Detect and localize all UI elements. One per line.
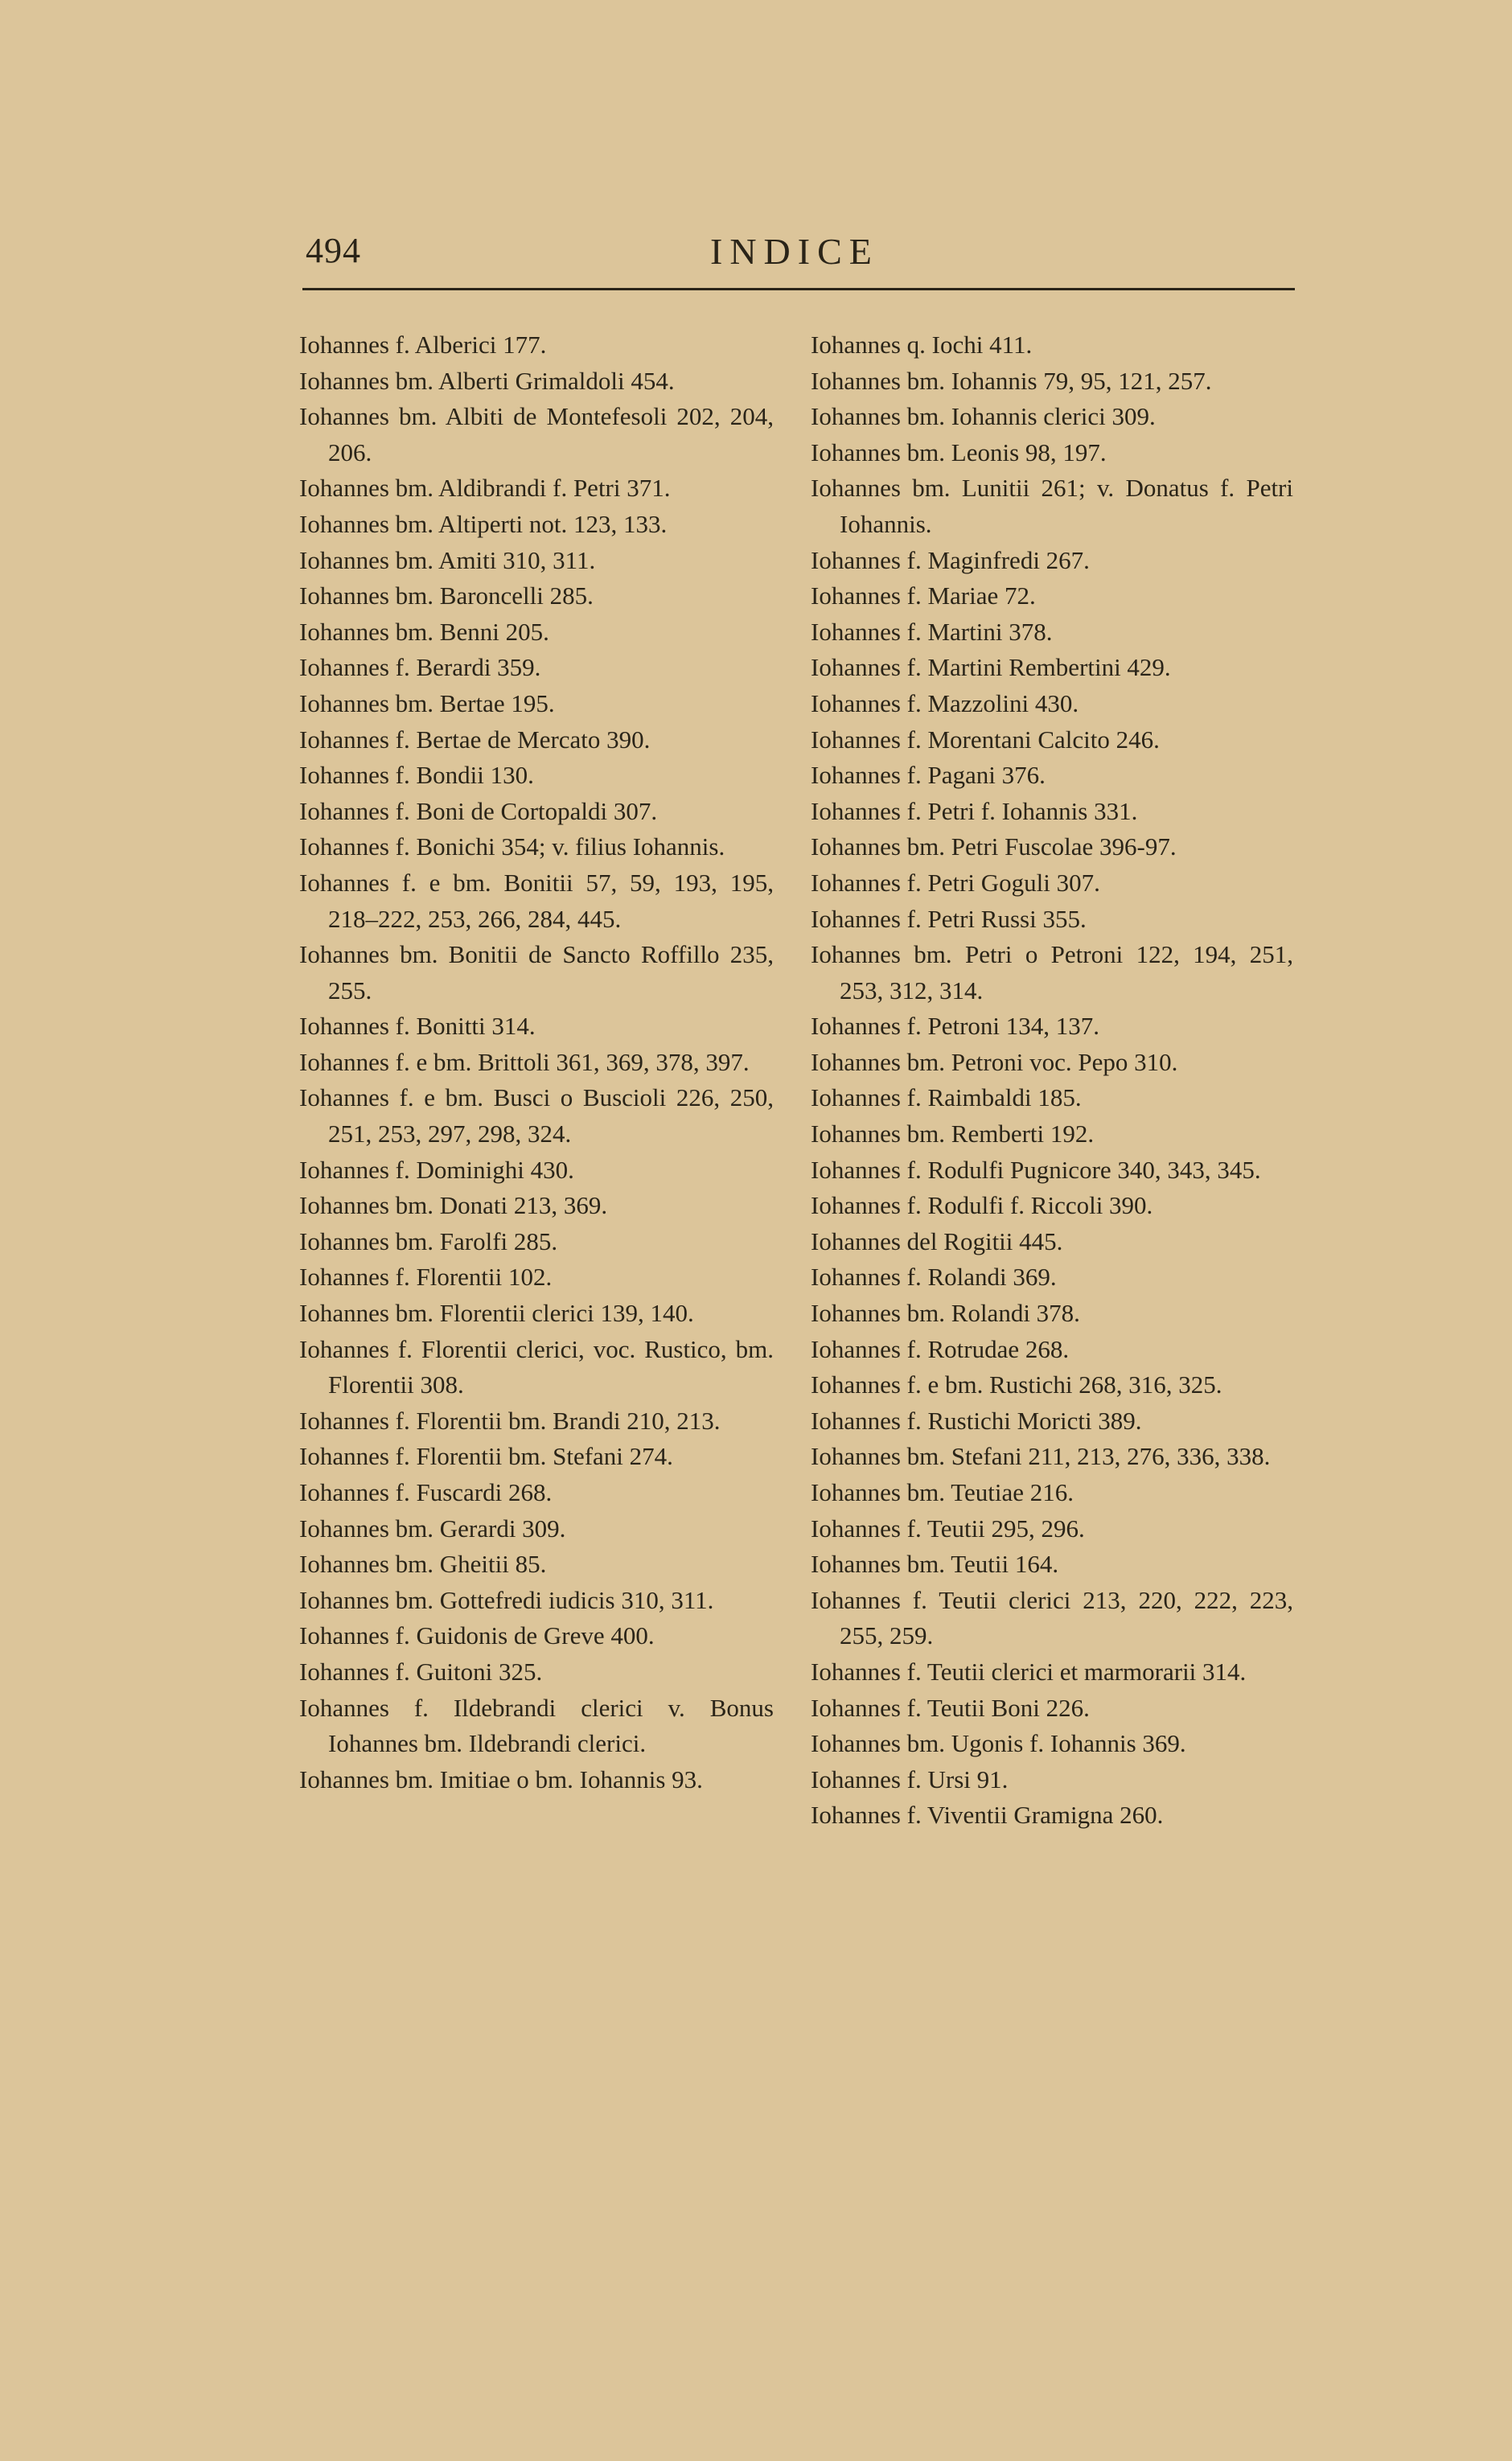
index-entry: Iohannes bm. Gottefredi iudicis 310, 311. — [299, 1585, 714, 1614]
index-entry: Iohannes f. Mazzolini 430. — [811, 688, 1079, 717]
index-entry: Iohannes f. Petri Russi 355. — [811, 904, 1087, 933]
index-entry: Iohannes bm. Alberti Grimaldoli 454. — [299, 366, 675, 395]
header-rule — [302, 288, 1295, 290]
index-entry: Iohannes f. e bm. Rustichi 268, 316, 325. — [811, 1370, 1222, 1399]
index-entry: Iohannes f. Petroni 134, 137. — [811, 1012, 1100, 1041]
index-entry: Iohannes f. Guidonis de Greve 400. — [299, 1621, 655, 1650]
index-entry: Iohannes f. Viventii Gramigna 260. — [811, 1801, 1164, 1830]
index-entry: Iohannes f. Dominighi 430. — [299, 1155, 574, 1184]
index-entry: Iohannes bm. Donati 213, 369. — [299, 1191, 608, 1220]
index-entry: Iohannes bm. Benni 205. — [299, 617, 549, 646]
index-entry: Iohannes f. Ildebrandi clerici v. Bonus Iohannes bm. Ildebrandi clerici. — [299, 1693, 774, 1758]
index-entry: Iohannes f. Teutii 295, 296. — [811, 1514, 1085, 1543]
index-entry: Iohannes f. e bm. Busci o Buscioli 226, 250, 251, 253, 297, 298, 324. — [299, 1083, 774, 1148]
index-entry: Iohannes f. Mariae 72. — [811, 581, 1036, 610]
index-entry: Iohannes bm. Altiperti not. 123, 133. — [299, 509, 668, 538]
index-entry: Iohannes f. Boni de Cortopaldi 307. — [299, 796, 658, 825]
index-entry: Iohannes bm. Iohannis clerici 309. — [811, 402, 1156, 431]
index-entry: Iohannes f. Petri Goguli 307. — [811, 868, 1100, 897]
index-entry: Iohannes f. Rotrudae 268. — [811, 1334, 1070, 1363]
index-entry: Iohannes bm. Gerardi 309. — [299, 1514, 566, 1543]
index-entry: Iohannes bm. Bertae 195. — [299, 688, 555, 717]
index-entry: Iohannes f. Florentii 102. — [299, 1263, 553, 1292]
index-entry: Iohannes bm. Imitiae o bm. Iohannis 93. — [299, 1765, 703, 1793]
index-entry: Iohannes f. Rodulfi f. Riccoli 390. — [811, 1191, 1153, 1220]
index-entry: Iohannes f. Florentii clerici, voc. Rustico, bm. Florentii 308. — [299, 1334, 774, 1399]
index-entry: Iohannes bm. Ugonis f. Iohannis 369. — [811, 1729, 1186, 1758]
page-header — [304, 230, 1295, 286]
index-entry: Iohannes f. Rolandi 369. — [811, 1263, 1057, 1292]
index-entry: Iohannes f. Fuscardi 268. — [299, 1478, 553, 1506]
index-entry: Iohannes f. Morentani Calcito 246. — [811, 725, 1160, 754]
index-entry: Iohannes f. e bm. Brittoli 361, 369, 378, 397. — [299, 1047, 750, 1076]
index-entry: Iohannes bm. Albiti de Montefesoli 202, 204, 206. — [299, 402, 774, 466]
index-entry: Iohannes bm. Lunitii 261; v. Donatus f. Petri Iohannis. — [811, 474, 1293, 538]
index-entry: Iohannes bm. Rolandi 378. — [811, 1299, 1080, 1328]
index-entry: Iohannes f. Florentii bm. Stefani 274. — [299, 1442, 673, 1471]
index-entry: Iohannes f. Florentii bm. Brandi 210, 213. — [299, 1406, 721, 1435]
index-entry: Iohannes bm. Aldibrandi f. Petri 371. — [299, 474, 671, 503]
index-entry: Iohannes f. Teutii Boni 226. — [811, 1693, 1090, 1722]
index-entry: Iohannes bm. Stefani 211, 213, 276, 336, 338. — [811, 1442, 1271, 1471]
index-entry: Iohannes bm. Leonis 98, 197. — [811, 438, 1107, 466]
index-entry: Iohannes f. Guitoni 325. — [299, 1657, 543, 1686]
index-entry: Iohannes bm. Petroni voc. Pepo 310. — [811, 1047, 1178, 1076]
index-column-right — [811, 327, 1293, 1834]
running-title: INDICE — [710, 231, 879, 272]
index-entry: Iohannes f. Bonitti 314. — [299, 1012, 536, 1041]
index-entry: Iohannes del Rogitii 445. — [811, 1226, 1063, 1255]
index-entry: Iohannes bm. Gheitii 85. — [299, 1550, 547, 1579]
index-entry: Iohannes bm. Petri o Petroni 122, 194, 251, 253, 312, 314. — [811, 940, 1293, 1005]
index-entry: Iohannes q. Iochi 411. — [811, 331, 1033, 359]
index-entry: Iohannes f. Bertae de Mercato 390. — [299, 725, 651, 754]
index-entry: Iohannes bm. Remberti 192. — [811, 1120, 1095, 1148]
index-entry: Iohannes f. Alberici 177. — [299, 331, 547, 359]
index-entry: Iohannes bm. Baroncelli 285. — [299, 581, 594, 610]
index-entry: Iohannes bm. Amiti 310, 311. — [299, 545, 596, 574]
index-entry: Iohannes f. Martini Rembertini 429. — [811, 653, 1171, 682]
page-number: 494 — [306, 231, 361, 270]
index-entry: Iohannes f. Rodulfi Pugnicore 340, 343, 345. — [811, 1155, 1261, 1184]
index-entry: Iohannes bm. Teutiae 216. — [811, 1478, 1074, 1506]
index-entry: Iohannes f. Rustichi Moricti 389. — [811, 1406, 1142, 1435]
index-entry: Iohannes f. Martini 378. — [811, 617, 1053, 646]
index-entry: Iohannes f. Teutii clerici 213, 220, 222, 223, 255, 259. — [811, 1585, 1293, 1650]
index-column-left — [299, 327, 774, 1797]
index-entry: Iohannes bm. Petri Fuscolae 396-97. — [811, 832, 1177, 861]
index-entry: Iohannes f. Berardi 359. — [299, 653, 541, 682]
index-entry: Iohannes bm. Florentii clerici 139, 140. — [299, 1299, 694, 1328]
index-entry: Iohannes f. Ursi 91. — [811, 1765, 1009, 1793]
index-entry: Iohannes f. Teutii clerici et marmorarii 314. — [811, 1657, 1247, 1686]
index-entry: Iohannes bm. Teutii 164. — [811, 1550, 1059, 1579]
index-entry: Iohannes f. Bonichi 354; v. filius Iohannis. — [299, 832, 725, 861]
index-entry: Iohannes f. Petri f. Iohannis 331. — [811, 796, 1138, 825]
index-entry: Iohannes f. Raimbaldi 185. — [811, 1083, 1082, 1112]
index-entry: Iohannes f. Pagani 376. — [811, 761, 1046, 790]
index-entry: Iohannes f. e bm. Bonitii 57, 59, 193, 195, 218–222, 253, 266, 284, 445. — [299, 868, 774, 933]
index-entry: Iohannes bm. Iohannis 79, 95, 121, 257. — [811, 366, 1212, 395]
index-entry: Iohannes bm. Bonitii de Sancto Roffillo 235, 255. — [299, 940, 774, 1005]
index-entry: Iohannes f. Bondii 130. — [299, 761, 534, 790]
index-entry: Iohannes bm. Farolfi 285. — [299, 1226, 558, 1255]
index-entry: Iohannes f. Maginfredi 267. — [811, 545, 1090, 574]
